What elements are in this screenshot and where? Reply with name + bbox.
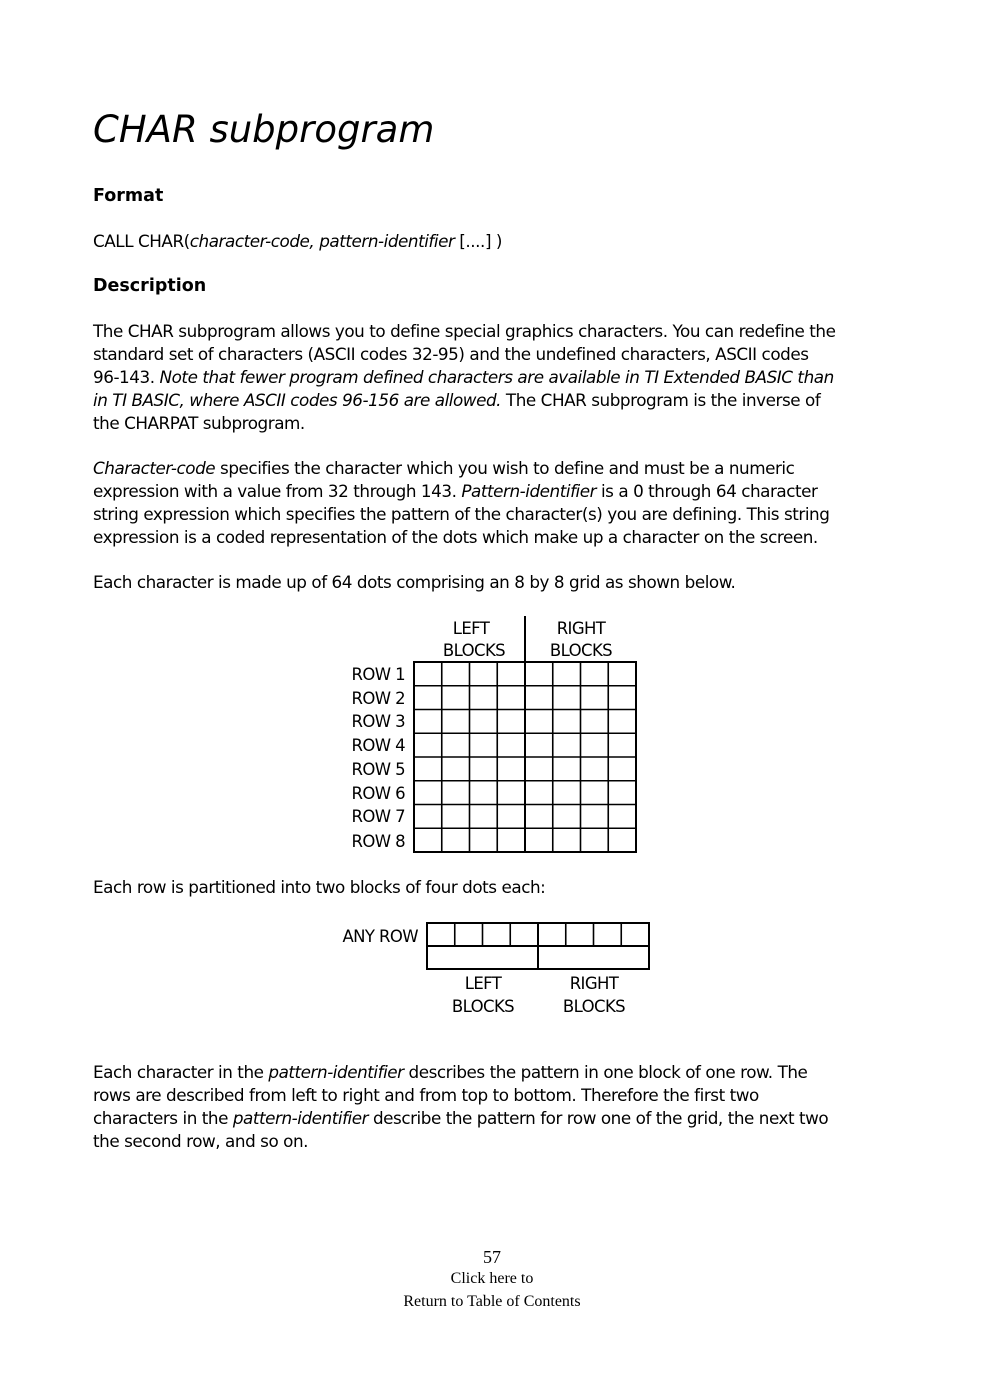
row-left-label-2: BLOCKS: [451, 997, 515, 1016]
description-paragraph-3: Each character is made up of 64 dots comprising an 8 by 8 grid as shown below.: [93, 572, 736, 592]
p2-term-pattern-identifier: Pattern-identifier: [461, 481, 597, 501]
toc-link-line-2[interactable]: Return to Table of Contents: [403, 1293, 581, 1310]
p1-line-3-text: 96-143.: [93, 367, 160, 387]
page-number: 57: [483, 1247, 501, 1267]
p5-line-1-text-c: describes the pattern in one block of one row. The: [403, 1062, 808, 1082]
description-paragraph-4: Each row is partitioned into two blocks of four dots each:: [93, 877, 546, 897]
p5-line-3-text-c: describe the pattern for row one of the grid, the next two: [368, 1108, 829, 1128]
p2-term-character-code: Character-code: [93, 458, 216, 478]
p2-line-2-text-c: is a 0 through 64 character: [596, 481, 818, 501]
description-paragraph-5: [93, 1061, 828, 1153]
toc-link-line-1[interactable]: Click here to: [450, 1270, 534, 1287]
syntax-args: character-code, pattern-identifier: [189, 231, 455, 251]
row-lines: [427, 923, 649, 969]
p2-line-4: expression is a coded representation of the dots which make up a character on the screen.: [93, 527, 818, 547]
p5-line-1-text-a: Each character in the: [93, 1062, 269, 1082]
p5-term-pattern-identifier: pattern-identifier: [232, 1108, 369, 1128]
p2-line-3: string expression which specifies the pattern of the character(s) you are defining. This string: [93, 504, 830, 524]
p2-line-2-text-a: expression with a value from 32 through 143.: [93, 481, 462, 501]
p1-line-2: standard set of characters (ASCII codes 32-95) and the undefined characters, ASCII codes: [93, 344, 809, 364]
grid-row-label: ROW 5: [351, 760, 405, 779]
grid-left-label-1: LEFT: [452, 619, 490, 638]
grid-row-label: ROW 2: [351, 689, 405, 708]
row-right-label-1: RIGHT: [569, 974, 619, 993]
grid-row-label: ROW 8: [351, 832, 405, 851]
p1-line-5: the CHARPAT subprogram.: [93, 413, 305, 433]
grid-row-label: ROW 1: [351, 665, 405, 684]
grid-row-label: ROW 6: [351, 784, 405, 803]
p5-term-pattern-identifier: pattern-identifier: [268, 1062, 404, 1082]
syntax-suffix: [....] ): [454, 231, 503, 251]
grid-row-label: ROW 7: [351, 807, 405, 826]
p1-line-1: The CHAR subprogram allows you to define special graphics characters. You can redefine the: [93, 321, 836, 341]
grid-right-label-1: RIGHT: [556, 619, 606, 638]
p5-line-3: [93, 1107, 828, 1130]
p5-line-1: [93, 1061, 828, 1084]
row-left-label-1: LEFT: [464, 974, 502, 993]
page-title: CHAR subprogram: [93, 108, 435, 151]
syntax-prefix: CALL CHAR(: [93, 231, 190, 251]
p2-line-1-text: specifies the character which you wish to define and must be a numeric: [215, 458, 795, 478]
p5-line-4: the second row, and so on.: [93, 1131, 309, 1151]
grid-right-label-2: BLOCKS: [549, 641, 613, 660]
description-heading: Description: [93, 276, 207, 296]
grid-row-label: ROW 3: [351, 712, 405, 731]
p1-line-4-text: The CHAR subprogram is the inverse of: [501, 390, 821, 410]
any-row-label: ANY ROW: [342, 927, 418, 946]
grid-row-label: ROW 4: [351, 736, 405, 755]
format-heading: Format: [93, 186, 164, 206]
grid-left-label-2: BLOCKS: [442, 641, 506, 660]
p5-line-2: rows are described from left to right and from top to bottom. Therefore the first two: [93, 1085, 759, 1105]
p1-line-3-note: Note that fewer program defined characters are available in TI Extended BASIC than: [159, 367, 834, 387]
p5-line-3-text-a: characters in the: [93, 1108, 233, 1128]
row-right-label-2: BLOCKS: [562, 997, 626, 1016]
p1-line-4-note: in TI BASIC, where ASCII codes 96-156 are allowed.: [93, 390, 502, 410]
